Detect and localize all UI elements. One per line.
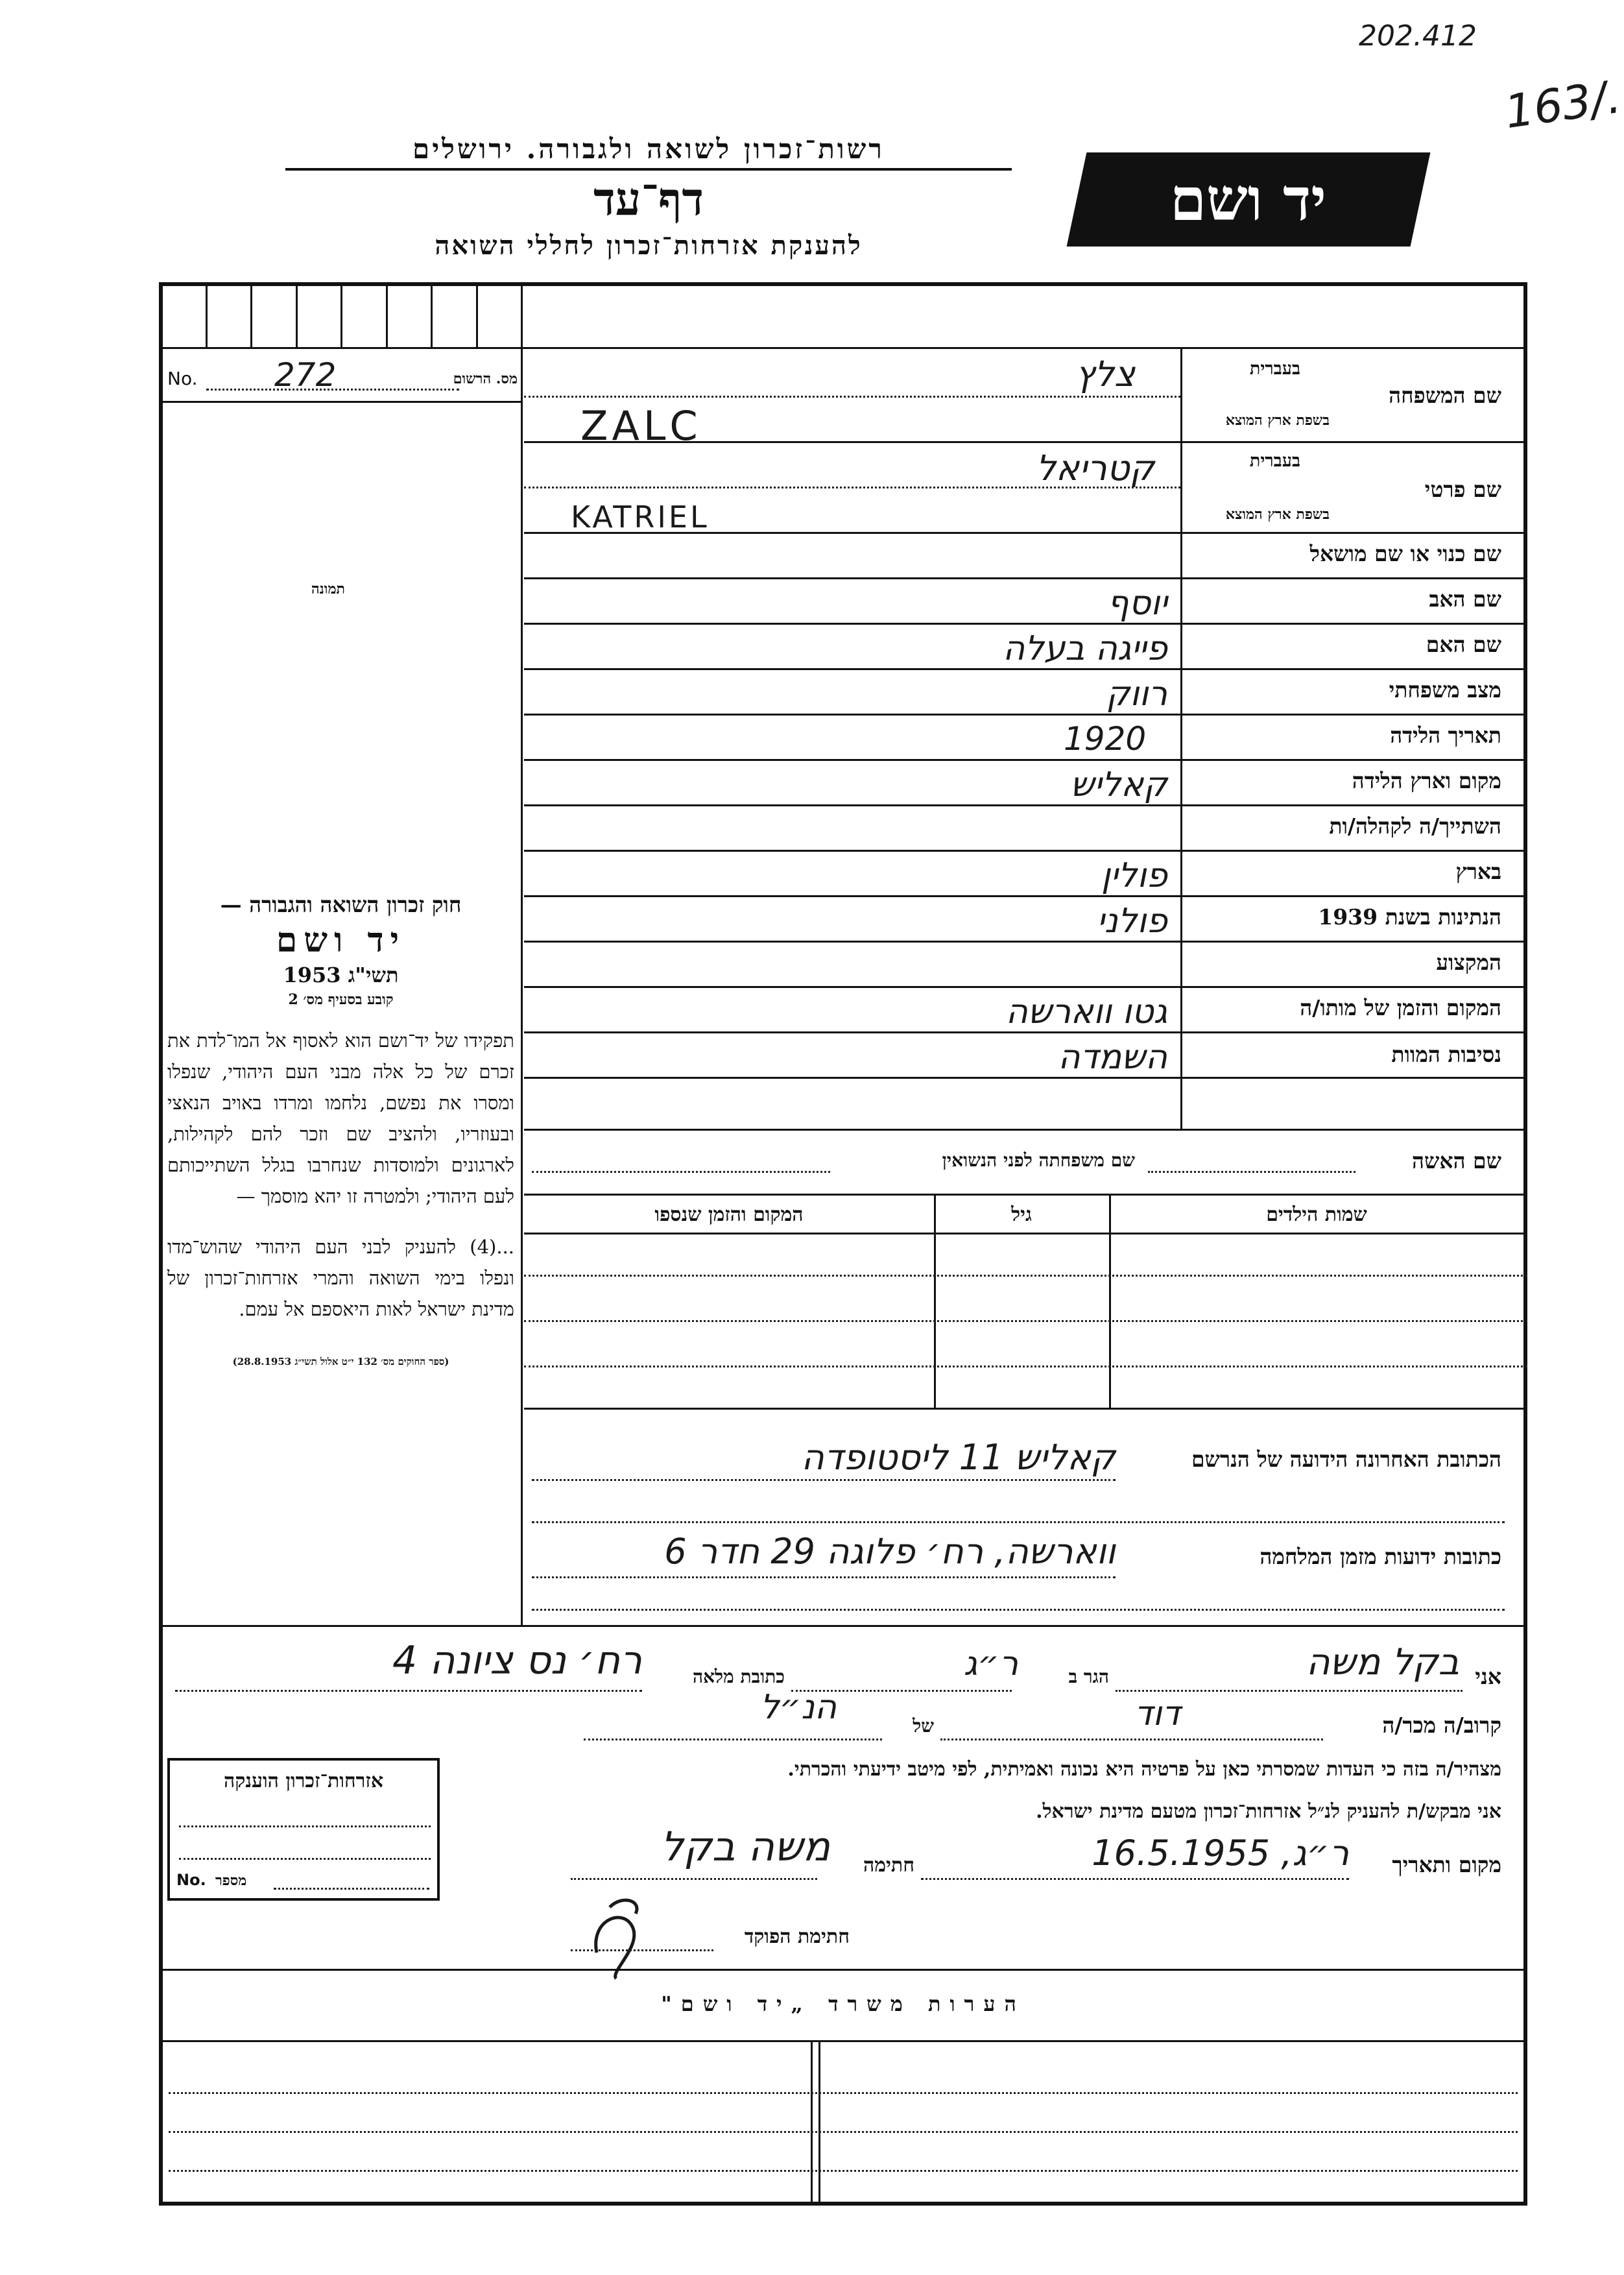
- wife-maiden-label: שם משפחתה לפני הנשואין: [942, 1150, 1135, 1171]
- reg-no-label: No.: [167, 368, 198, 389]
- law-title: חוק זכרון השואה והגבורה —: [220, 892, 462, 917]
- family-name-he-value: צלץ: [1075, 354, 1135, 394]
- code-boxes: [162, 285, 521, 347]
- relative-label: קרוב/ה מכר/ה: [1382, 1713, 1501, 1738]
- first-name-label: שם פרטי: [1424, 477, 1501, 502]
- of-label: של: [913, 1715, 934, 1737]
- last-address-value: קאליש 11 ליסטופדה: [801, 1437, 1116, 1478]
- citizenship-box: [167, 1758, 440, 1901]
- community-label: השתייך/ה לקהלה/ות: [1329, 813, 1501, 839]
- birth-date-label: תאריך הלידה: [1390, 723, 1501, 748]
- birth-date-value: 1920: [1064, 720, 1147, 758]
- father-value: יוסף: [1107, 584, 1167, 623]
- nickname-label: שם כנוי או שם מושאל: [1309, 541, 1501, 566]
- family-name-orig-value: ZALC: [580, 402, 702, 450]
- law-clause: קובע בסעיף מס׳ 2: [288, 991, 394, 1008]
- full-address-label: כתובת מלאה: [692, 1666, 785, 1687]
- family-name-sub-orig: בשפת ארץ המוצא: [1225, 412, 1330, 429]
- law-box: [167, 892, 514, 1368]
- place-date-value: ר״ג, 16.5.1955: [1092, 1833, 1349, 1873]
- mother-label: שם האם: [1426, 632, 1501, 657]
- of-value: הנ״ל: [760, 1688, 837, 1727]
- frame-divider: [521, 282, 523, 1625]
- first-name-sub-he: בעברית: [1249, 451, 1300, 471]
- country-value: פולין: [1101, 856, 1167, 895]
- authority-header: רשות־זכרון לשואה ולגבורה. ירושלים: [285, 133, 1012, 171]
- death-value: גטו ווארשה: [1005, 993, 1167, 1031]
- yad-vashem-logo: [1067, 152, 1431, 247]
- law-text-1: תפקידו של יד־ושם הוא לאסוף אל המו־לדת את זכרם של כל אלה מבני העם היהודי, שנפלו ומסרו את נפשם, נלחמו ומרדו באויב הנאצי ובעוזריו, ולהציב שם וזכר להם לקהילות, לארגונים ולמוסדות שנחרבו בגלל השתייכותם לעם היהודי; ולמטרה זו יהא מוסמך —: [167, 1029, 514, 1207]
- circumstances-label: נסיבות המוות: [1391, 1042, 1501, 1067]
- children-col-names: שמות הילדים: [1266, 1203, 1367, 1226]
- mother-value: פייגה בעלה: [1003, 629, 1167, 668]
- declarant-i-label: אני: [1475, 1664, 1501, 1689]
- war-address-value: ווארשה, רח׳ פלוגה 29 חדר 6: [664, 1531, 1116, 1572]
- children-col-place: המקום והזמן שנספו: [654, 1203, 804, 1226]
- statement-2: אני מבקש/ת להעניק לנ״ל אזרחות־זכרון מטעם מדינת ישראל.: [1036, 1800, 1501, 1823]
- statement-1: מצהיר/ה בזה כי העדות שמסרתי כאן על פרטיה היא נכונה ואמיתית, לפי מיטב ידיעתי והכרתי.: [787, 1758, 1501, 1781]
- law-year: תשי"ג 1953: [283, 963, 399, 987]
- registration-no: [167, 356, 518, 399]
- father-label: שם האב: [1429, 586, 1501, 612]
- marital-label: מצב משפחתי: [1389, 677, 1501, 703]
- photo-label: תמונה: [311, 581, 345, 597]
- relative-value: דוד: [1134, 1694, 1180, 1733]
- law-citation: (ספר החוקים מס׳ 132 י״ט אלול תשי״ג 28.8.1953): [232, 1356, 449, 1367]
- law-name: יד ושם: [276, 921, 406, 960]
- notes-divider: [811, 2040, 813, 2206]
- birth-place-value: קאליש: [1070, 765, 1167, 804]
- law-text-2: ...(4) להעניק לבני העם היהודי שהוש־מדו ונפלו בימי השואה והמרי אזרחות־זכרון של מדינת ישראל לאות היאספם אל עמם.: [167, 1236, 514, 1320]
- first-name-he-value: קטריאל: [1036, 448, 1154, 488]
- resides-value: ר״ג: [963, 1644, 1018, 1683]
- folio-number: 163/.: [1501, 69, 1624, 139]
- office-notes-title: הערות משרד „יד ושם": [661, 1992, 1025, 2016]
- form-title: דף־עד: [593, 172, 704, 226]
- resides-label: הגר ב: [1068, 1666, 1109, 1687]
- circumstances-value: השמדה: [1058, 1038, 1167, 1077]
- citizenship-title: אזרחות־זכרון הוענקה: [223, 1770, 384, 1792]
- citizenship-no-label: No.: [176, 1871, 206, 1889]
- full-address-value: רח׳ נס ציונה 4: [392, 1638, 642, 1683]
- reg-no-label-he: מס. הרשום: [453, 370, 518, 387]
- death-label: המקום והזמן של מותו/ה: [1300, 995, 1501, 1020]
- family-name-sub-he: בעברית: [1249, 359, 1300, 379]
- form-subtitle: להענקת אזרחות־זכרון לחללי השואה: [435, 230, 863, 261]
- reg-no-value: 272: [274, 356, 337, 394]
- family-name-label: שם המשפחה: [1389, 383, 1501, 408]
- marital-value: רווק: [1106, 675, 1167, 714]
- officer-signature-label: חתימת הפוקד: [744, 1925, 850, 1948]
- signature-value: משה בקל: [660, 1823, 830, 1870]
- profession-label: המקצוע: [1436, 950, 1501, 975]
- children-col-age: גיל: [1011, 1203, 1032, 1226]
- archive-number: 202.412: [1359, 19, 1477, 53]
- last-address-label: הכתובת האחרונה הידועה של הנרשם: [1191, 1447, 1501, 1472]
- nationality-value: פולני: [1097, 902, 1167, 941]
- first-name-sub-orig: בשפת ארץ המוצא: [1225, 506, 1330, 523]
- place-date-label: מקום ותאריך: [1392, 1852, 1501, 1877]
- country-label: בארץ: [1455, 859, 1501, 884]
- war-address-label: כתובות ידועות מזמן המלחמה: [1260, 1544, 1501, 1569]
- logo-text: יד ושם: [1170, 165, 1327, 234]
- birth-place-label: מקום וארץ הלידה: [1352, 768, 1501, 793]
- first-name-orig-value: KATRIEL: [571, 500, 710, 535]
- citizenship-no-he: מספר: [215, 1872, 247, 1889]
- nationality-label: הנתינות בשנת 1939: [1318, 904, 1501, 930]
- wife-label: שם האשה: [1412, 1148, 1501, 1174]
- label-column-divider: [1180, 347, 1182, 1129]
- declarant-name: בקל משה: [1306, 1641, 1459, 1683]
- signature-label: חתימה: [863, 1854, 914, 1877]
